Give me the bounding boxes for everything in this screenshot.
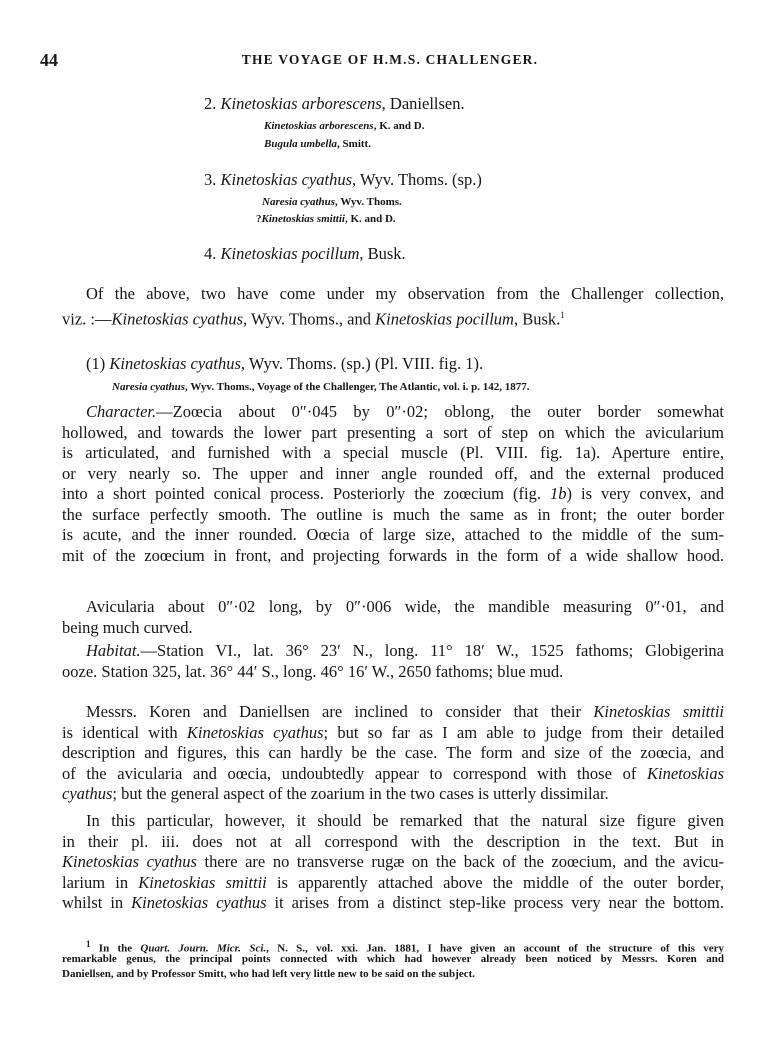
synonym: Naresia cyathus, Wyv. Thoms. <box>262 196 402 208</box>
running-title: THE VOYAGE OF H.M.S. CHALLENGER. <box>241 52 539 67</box>
species-name: Kinetoskias cyathus <box>220 170 353 189</box>
species-entry: 4. Kinetoskias pocillum, Busk. <box>204 244 406 263</box>
section-reference: Naresia cyathus, Wyv. Thoms., Voyage of the Challenger, The Atlantic, vol. i. p. 142, 1877. <box>112 381 530 393</box>
footnote: $^1$ In the Quart. Journ. Micr. Sci., N. S., vol. xxi. Jan. 1881, I have given an account of the structure of this very remarkable genus, the principal points connected with which had however already been noticed by Messrs. Koren and Daniellsen, and by Professor Smitt, who had left very little new to be said on the subject. <box>62 939 724 980</box>
intro-paragraph: Of the above, two have come under my observation from the Challenger collection, viz. :—Kinetoskias cyathus, Wyv. Thoms., and Kinetoskias pocillum, Busk.$^1$ <box>62 284 724 328</box>
species-entry: 3. Kinetoskias cyathus, Wyv. Thoms. (sp.) <box>204 170 482 189</box>
character-paragraph: Character.—Zoœcia about 0″·045 by 0″·02; oblong, the outer border somewhat hollowed, and towards the lower part presenting a sort of step on which the avicularium is articulated, and furnished with a special muscle (Pl. VIII. fig. 1a). Aperture entire, or very nearly so. The upper and inner angle rounded off, and the external produced into a short pointed conical process. Posteriorly the zoœcium (fig. 1b) is very convex, and the surface perfectly smooth. The outline is much the same as in front; the outer border is acute, and the inner rounded. Oœcia of large size, attached to the middle of the sum- mit of the zoœcium in front, and projecting forwards in the form of a wide shallow hood. <box>62 402 724 565</box>
habitat-paragraph: Habitat.—Station VI., lat. 36° 23′ N., long. 11° 18′ W., 1525 fathoms; Globigerina ooze. Station 325, lat. 36° 44′ S., long. 46° 16′ W., 2650 fathoms; blue mud. <box>62 641 724 681</box>
avicularia-paragraph: Avicularia about 0″·02 long, by 0″·006 wide, the mandible measuring 0″·01, and being much curved. <box>62 597 724 637</box>
page-number: 44 <box>40 50 58 70</box>
discussion-paragraph-2: In this particular, however, it should be remarked that the natural size figure given in their pl. iii. does not at all correspond with the description in the text. But in Kinetoskias cyathus there are no transverse rugæ on the back of the zoœcium, and the avicu- larium in Kinetoskias smittii is apparently attached above the middle of the outer border, whilst in Kinetoskias cyathus it arises from a distinct step-like process very near the bottom. <box>62 811 724 912</box>
species-name: Kinetoskias pocillum <box>220 244 360 263</box>
species-name: Kinetoskias arborescens <box>220 94 382 113</box>
section-heading: (1) Kinetoskias cyathus, Wyv. Thoms. (sp.) (Pl. VIII. fig. 1). <box>86 354 484 373</box>
synonym: ?Kinetoskias smittii, K. and D. <box>256 213 396 225</box>
synonym: Kinetoskias arborescens, K. and D. <box>264 120 425 132</box>
synonym: Bugula umbella, Smitt. <box>264 138 371 150</box>
page-header <box>40 50 740 72</box>
species-entry: 2. Kinetoskias arborescens, Daniellsen. <box>204 94 465 113</box>
discussion-paragraph-1: Messrs. Koren and Daniellsen are inclined to consider that their Kinetoskias smittii is identical with Kinetoskias cyathus; but so far as I am able to judge from their detailed description and figures, this can hardly be the case. The form and size of the zoœcia, and of the avicularia and oœcia, undoubtedly appear to correspond with those of Kinetoskias cyathus; but the general aspect of the zoarium in the two cases is utterly dissimilar. <box>62 702 724 803</box>
